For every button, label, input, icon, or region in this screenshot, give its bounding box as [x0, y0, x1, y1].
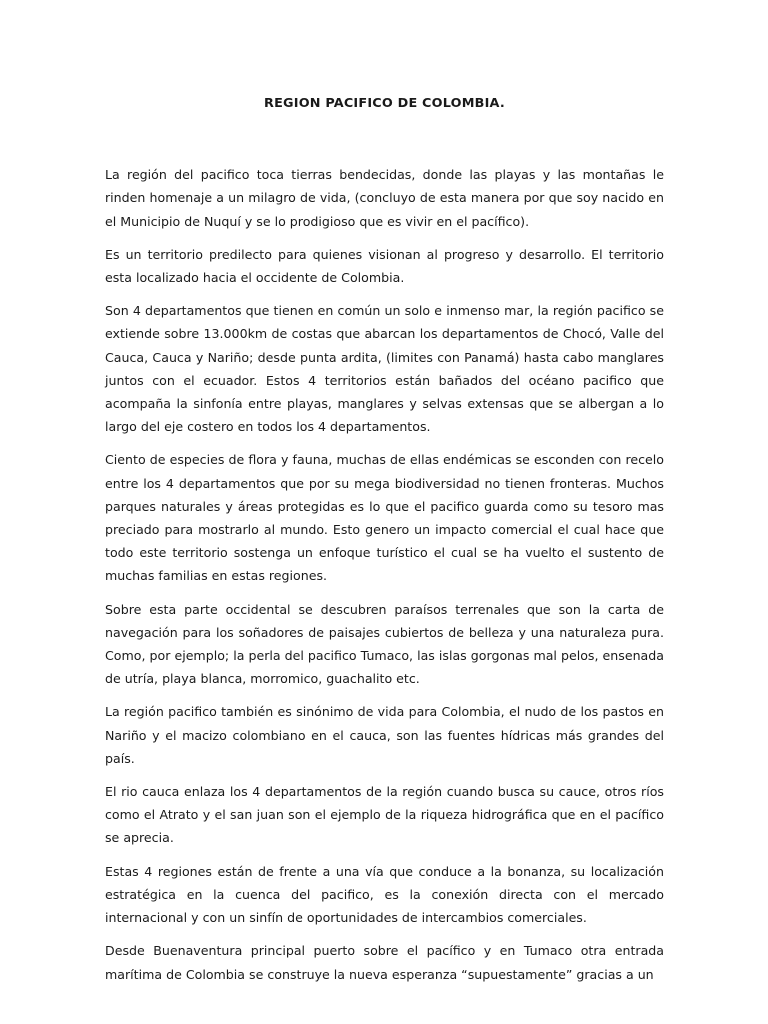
- paragraph-7: El rio cauca enlaza los 4 departamentos de la región cuando busca su cauce, otros ríos como el Atrato y el san juan son el ejemplo de la riqueza hidrográfica que en el pacífico se aprecia.: [105, 784, 664, 846]
- paragraph-1: La región del pacifico toca tierras bendecidas, donde las playas y las montañas le rinden homenaje a un milagro de vida, (concluyo de esta manera por que soy nacido en el Municipio de Nuquí y se lo prodigioso que es vivir en el pacífico).: [105, 167, 664, 229]
- paragraph-9: Desde Buenaventura principal puerto sobre el pacífico y en Tumaco otra entrada marítima de Colombia se construye la nueva esperanza “supuestamente” gracias a un: [105, 943, 664, 982]
- paragraph-6: La región pacifico también es sinónimo de vida para Colombia, el nudo de los pastos en Nariño y el macizo colombiano en el cauca, son las fuentes hídricas más grandes del país.: [105, 704, 664, 766]
- paragraph-5: Sobre esta parte occidental se descubren paraísos terrenales que son la carta de navegación para los soñadores de paisajes cubiertos de belleza y una naturaleza pura. Como, por ejemplo; la perla del pacifico Tumaco, las islas gorgonas mal pelos, ensenada de utría, playa blanca, morromico, guachalito etc.: [105, 601, 664, 687]
- paragraph-2: Es un territorio predilecto para quienes visionan al progreso y desarrollo. El territorio esta localizado hacia el occidente de Colombia.: [105, 246, 664, 286]
- paragraph-8: Estas 4 regiones están de frente a una vía que conduce a la bonanza, su localización estratégica en la cuenca del pacifico, es la conexión directa con el mercado internacional y con un sinfín de oportunidades de intercambios comerciales.: [105, 863, 664, 926]
- document-title: REGION PACIFICO DE COLOMBIA.: [264, 96, 505, 111]
- paragraph-3: Son 4 departamentos que tienen en común un solo e inmenso mar, la región pacifico se extiende sobre 13.000km de costas que abarcan los departamentos de Chocó, Valle del Cauca, Cauca y Nariño; desde punta ardita, (limites con Panamá) hasta cabo manglares juntos con el ecuador. Estos 4 territorios están bañados del océano pacifico que acompaña la sinfonía entre playas, manglares y selvas extensas que se albergan a lo largo del eje costero en todos los 4 departamentos.: [105, 303, 664, 435]
- paragraph-4: Ciento de especies de flora y fauna, muchas de ellas endémicas se esconden con recelo entre los 4 departamentos que por su mega biodiversidad no tienen fronteras. Muchos parques naturales y áreas protegidas es lo que el pacifico guarda como su tesoro mas preciado para mostrarlo al mundo. Esto genero un impacto comercial el cual hace que todo este territorio sostenga un enfoque turístico el cual se ha vuelto el sustento de muchas familias en estas regiones.: [105, 452, 664, 584]
